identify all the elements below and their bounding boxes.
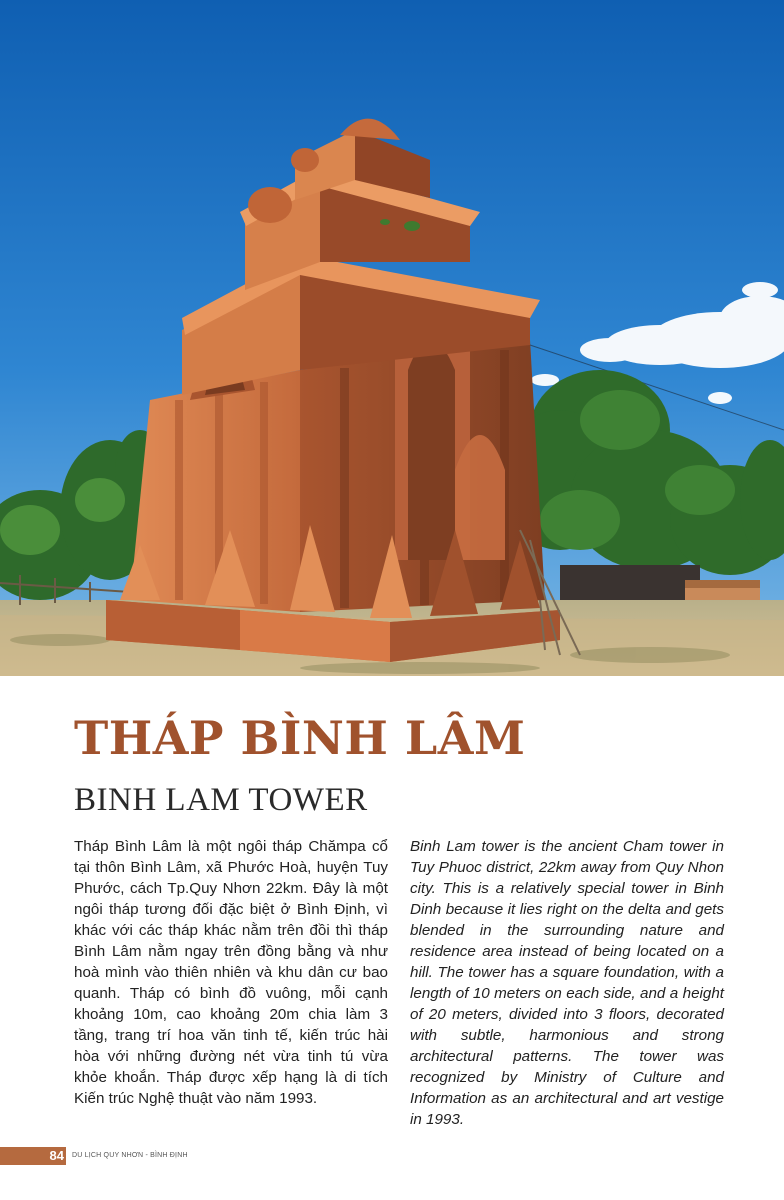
publication-name: DU LỊCH QUY NHƠN - BÌNH ĐỊNH <box>72 1152 188 1159</box>
body-text-english: Binh Lam tower is the ancient Cham tower in Tuy Phuoc district, 22km away from Quy Nhon city. This is a relatively special tower in Binh Dinh because it lies right on the delta and gets blended in the surrounding nature and residence area instead of being located on a hill. The tower has a square foundation, with a length of 10 meters on each side, and a height of 20 meters, divided into 3 floors, decorated with subtle, harmonious and strong architectural patterns. The tower was recognized by Ministry of Culture and Information as an architectural and art vestige in 1993. <box>410 838 724 1128</box>
page-number: 84 <box>49 1148 64 1163</box>
page-title-vietnamese: THÁP BÌNH LÂM <box>74 711 526 765</box>
footer-accent-bar <box>0 1147 66 1165</box>
page-title-english: BINH LAM TOWER <box>74 782 368 818</box>
body-text-vietnamese: Tháp Bình Lâm là một ngôi tháp Chămpa cổ tại thôn Bình Lâm, xã Phước Hoà, huyện Tuy Phước, cách Tp.Quy Nhơn 22km. Đây là một ngôi tháp tương đối đặc biệt ở Bình Định, vì khác với các tháp khác nằm trên đồi thì tháp Bình Lâm nằm ngay trên đồng bằng và như hoà mình vào thiên nhiên và khu dân cư bao quanh. Tháp có bình đồ vuông, mỗi cạnh khoảng 10m, cao khoảng 20m chia làm 3 tầng, trang trí hoa văn tinh tế, kiến trúc hài hòa với những đường nét vừa tinh tú vừa khỏe khoắn. Tháp được xếp hạng là di tích Kiến trúc Nghệ thuật vào năm 1993. <box>74 838 388 1107</box>
